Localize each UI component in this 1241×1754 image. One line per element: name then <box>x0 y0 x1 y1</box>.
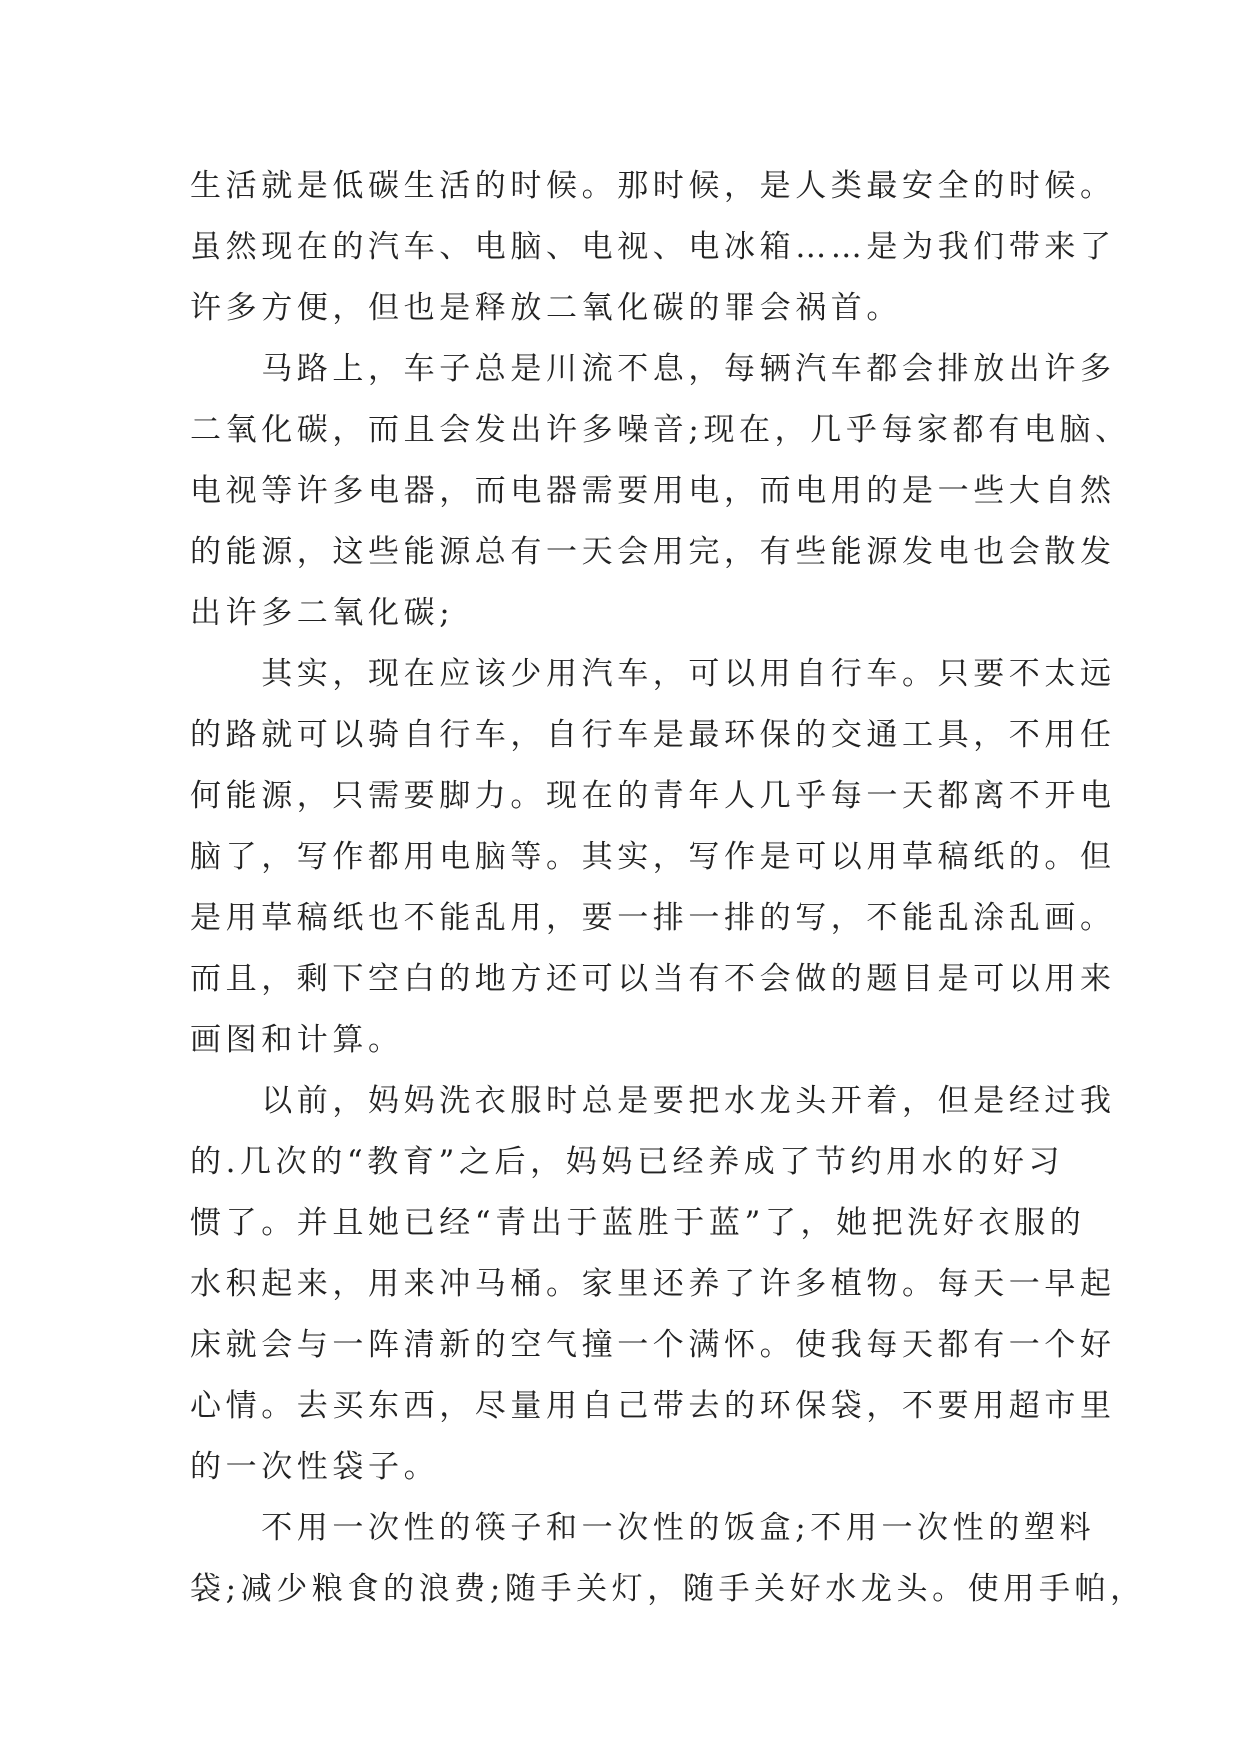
text-line: 不用一次性的筷子和一次性的饭盒;不用一次性的塑料 <box>190 1510 1096 1546</box>
text-line: 马路上，车子总是川流不息，每辆汽车都会排放出许多 <box>190 351 1116 387</box>
text-line: 何能源，只需要脚力。现在的青年人几乎每一天都离不开电 <box>190 778 1116 814</box>
text-line: 的路就可以骑自行车，自行车是最环保的交通工具，不用任 <box>190 717 1116 753</box>
text-line: 心情。去买东西，尽量用自己带去的环保袋，不要用超市里 <box>190 1388 1116 1424</box>
paragraph-4 <box>190 1071 1116 1498</box>
text-line: 电视等许多电器，而电器需要用电，而电用的是一些大自然 <box>190 473 1116 509</box>
text-line: 而且，剩下空白的地方还可以当有不会做的题目是可以用来 <box>190 961 1116 997</box>
text-line: 惯了。并且她已经“青出于蓝胜于蓝”了，她把洗好衣服的 <box>190 1205 1086 1241</box>
paragraph-1 <box>190 156 1116 339</box>
text-line: 的能源，这些能源总有一天会用完，有些能源发电也会散发 <box>190 534 1116 570</box>
text-line: 袋;减少粮食的浪费;随手关灯，随手关好水龙头。使用手帕， <box>190 1571 1146 1607</box>
text-line: 虽然现在的汽车、电脑、电视、电冰箱……是为我们带来了 <box>190 229 1116 265</box>
paragraph-5 <box>190 1498 1146 1620</box>
text-line: 生活就是低碳生活的时候。那时候，是人类最安全的时候。 <box>190 168 1116 204</box>
text-line: 水积起来，用来冲马桶。家里还养了许多植物。每天一早起 <box>190 1266 1116 1302</box>
text-line: 床就会与一阵清新的空气撞一个满怀。使我每天都有一个好 <box>190 1327 1116 1363</box>
text-line: 二氧化碳，而且会发出许多噪音;现在，几乎每家都有电脑、 <box>190 412 1131 448</box>
text-line: 是用草稿纸也不能乱用，要一排一排的写，不能乱涂乱画。 <box>190 900 1116 936</box>
text-line: 脑了，写作都用电脑等。其实，写作是可以用草稿纸的。但 <box>190 839 1116 875</box>
text-line: 画图和计算。 <box>190 1022 404 1058</box>
text-line: 的.几次的“教育”之后，妈妈已经养成了节约用水的好习 <box>190 1144 1065 1180</box>
text-line: 其实，现在应该少用汽车，可以用自行车。只要不太远 <box>190 656 1116 692</box>
text-line: 许多方便，但也是释放二氧化碳的罪会祸首。 <box>190 290 902 326</box>
document-body <box>190 156 1146 1620</box>
paragraph-2 <box>190 339 1131 644</box>
text-line: 出许多二氧化碳; <box>190 595 455 631</box>
paragraph-3 <box>190 644 1116 1071</box>
text-line: 的一次性袋子。 <box>190 1449 440 1485</box>
text-line: 以前，妈妈洗衣服时总是要把水龙头开着，但是经过我 <box>190 1083 1116 1119</box>
